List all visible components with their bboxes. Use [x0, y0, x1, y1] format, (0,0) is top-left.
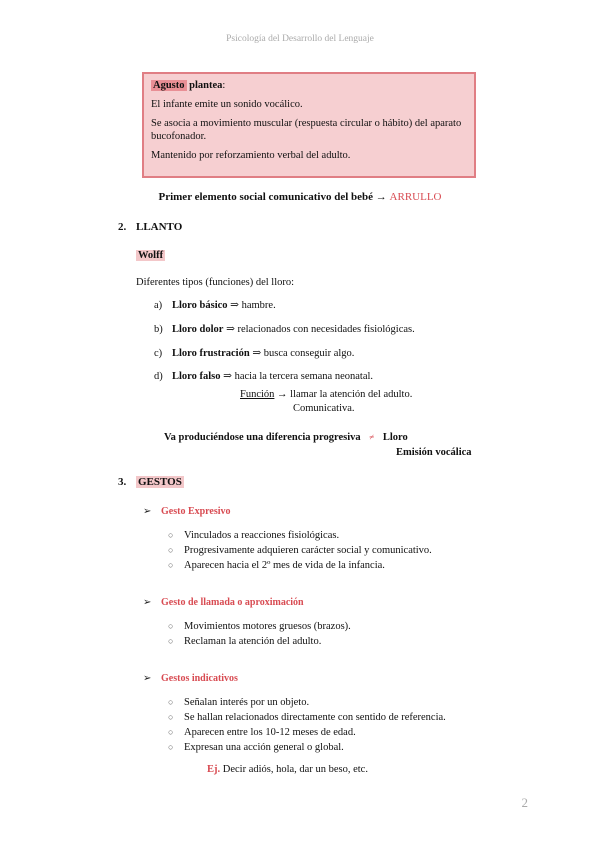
list-item: ○ Se hallan relacionados directamente con sentido de referencia. — [168, 712, 446, 723]
list-item: ○ Expresan una acción general o global. — [168, 742, 344, 753]
funcion-line: Función → llamar la atención del adulto. — [240, 389, 413, 400]
box-title: Agusto plantea: — [153, 80, 226, 91]
circle-bullet-icon: ○ — [168, 712, 174, 722]
primer-elemento: Primer elemento social comunicativo del bebé → ARRULLO — [158, 191, 442, 203]
list-item: ○ Aparecen entre los 10-12 meses de edad. — [168, 727, 356, 738]
circle-bullet-icon: ○ — [168, 530, 174, 540]
circle-bullet-icon: ○ — [168, 621, 174, 631]
circle-bullet-icon: ○ — [168, 560, 174, 570]
lloro-intro: Diferentes tipos (funciones) del lloro: — [136, 277, 295, 288]
arrowhead-bullet-icon: ➢ — [143, 506, 152, 517]
circle-bullet-icon: ○ — [168, 697, 174, 707]
gestos-indicativos-heading: ➢ Gestos indicativos — [143, 673, 238, 684]
author-highlight: Agusto — [153, 80, 185, 91]
list-item: ○ Movimientos motores gruesos (brazos). — [168, 621, 351, 632]
wolff-label: Wolff — [138, 250, 164, 261]
gesto-llamada-heading: ➢ Gesto de llamada o aproximación — [143, 597, 304, 608]
page-number: 2 — [521, 795, 528, 810]
author-rest: plantea — [186, 80, 223, 91]
circle-bullet-icon: ○ — [168, 636, 174, 646]
circle-bullet-icon: ○ — [168, 727, 174, 737]
arrowhead-bullet-icon: ➢ — [143, 597, 152, 608]
list-item: a) Lloro básico ⇒ hambre. — [154, 300, 276, 311]
arrullo-accent: ARRULLO — [389, 191, 442, 203]
section-3-heading: 3. GESTOS — [118, 476, 182, 488]
circle-bullet-icon: ○ — [168, 545, 174, 555]
list-item: ○ Señalan interés por un objeto. — [168, 697, 310, 708]
box-line: El infante emite un sonido vocálico. — [151, 99, 303, 110]
list-item: ○ Reclaman la atención del adulto. — [168, 636, 322, 647]
list-item: ○ Vinculados a reacciones fisiológicas. — [168, 530, 340, 541]
list-item: ○ Aparecen hacia el 2º mes de vida de la infancia. — [168, 560, 385, 571]
list-item: ○ Progresivamente adquieren carácter social y comunicativo. — [168, 545, 432, 556]
box-line: Se asocia a movimiento muscular (respuesta circular o hábito) del aparato bucofonador. — [151, 118, 462, 142]
circle-bullet-icon: ○ — [168, 742, 174, 752]
box-line: Mantenido por reforzamiento verbal del adulto. — [151, 150, 351, 161]
emision-vocalica: Emisión vocálica — [396, 447, 472, 458]
list-item: b) Lloro dolor ⇒ relacionados con necesidades fisiológicas. — [154, 324, 415, 335]
arrowhead-bullet-icon: ➢ — [143, 673, 152, 684]
funcion-line-2: Comunicativa. — [293, 403, 355, 414]
ejemplo-line: Ej. Decir adiós, hola, dar un beso, etc. — [207, 764, 368, 775]
page-header: Psicología del Desarrollo del Lenguaje — [226, 34, 374, 44]
not-equal-icon: ≠ — [369, 432, 375, 442]
list-item: c) Lloro frustración ⇒ busca conseguir algo. — [154, 348, 355, 359]
list-item: d) Lloro falso ⇒ hacia la tercera semana neonatal. — [154, 371, 374, 382]
section-2-heading: 2. LLANTO — [118, 221, 183, 233]
agusto-box — [142, 72, 476, 178]
progresiva-line: Va produciéndose una diferencia progresiva ≠ Lloro — [164, 432, 408, 443]
gesto-expresivo-heading: ➢ Gesto Expresivo — [143, 506, 231, 517]
